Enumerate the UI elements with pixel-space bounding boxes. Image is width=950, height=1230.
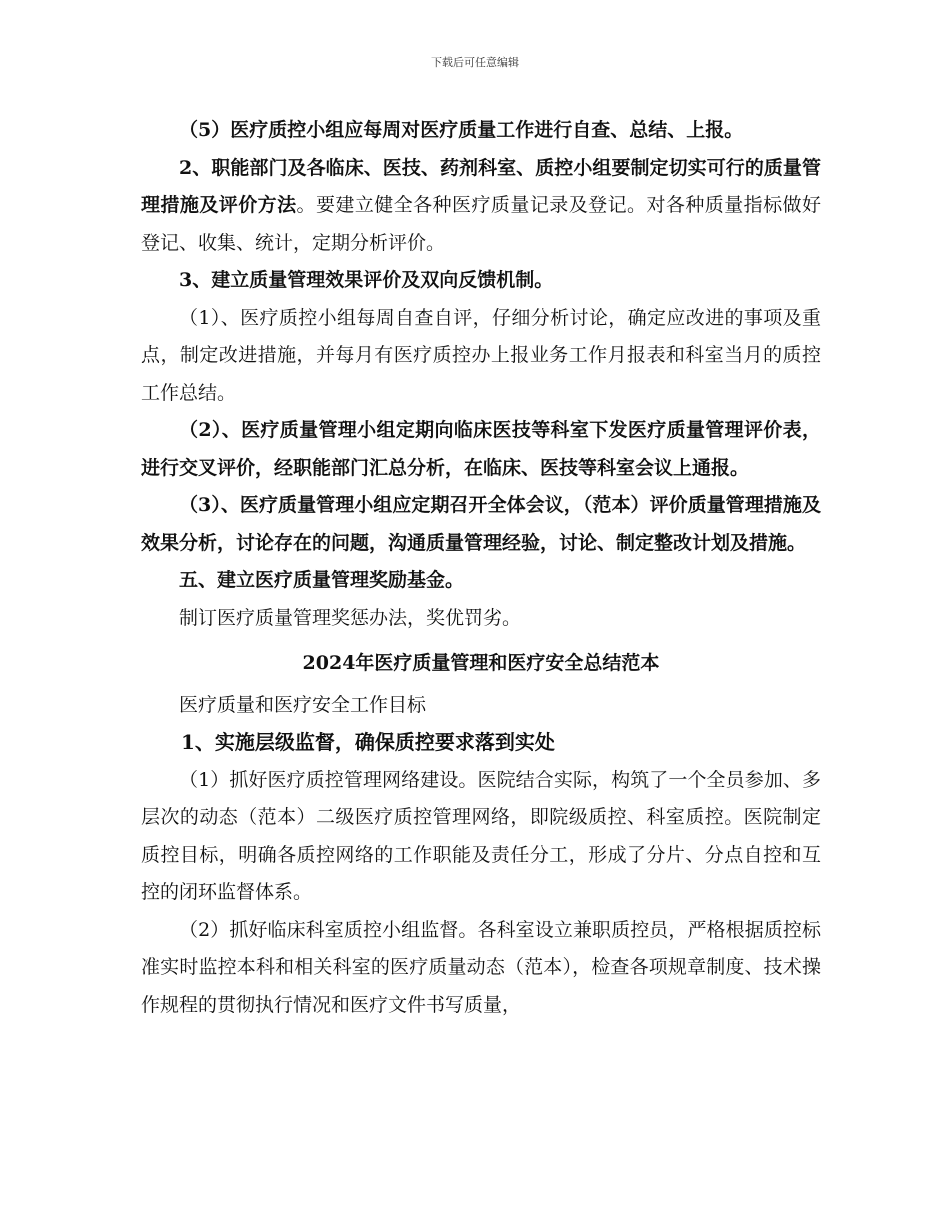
paragraph-6: （3）、医疗质量管理小组应定期召开全体会议，（范本）评价质量管理措施及效果分析，讨论存在的问题，沟通质量管理经验，讨论、制定整改计划及措施。 xyxy=(141,494,821,554)
paragraph-1: （5）医疗质控小组应每周对医疗质量工作进行自查、总结、上报。 xyxy=(179,119,744,141)
paragraph-4: （1）、医疗质控小组每周自查自评，仔细分析讨论，确定应改进的事项及重点，制定改进措施，并每月有医疗质控办上报业务工作月报表和科室当月的质控工作总结。 xyxy=(141,306,821,404)
paragraph-2 xyxy=(141,150,821,263)
paragraph-3: 3、建立质量管理效果评价及双向反馈机制。 xyxy=(179,269,554,291)
paragraph-2-bold: 2、职能部门及各临床、医技、药剂科室、质控小组要制定切实可行的质量管理措施及评价方法 xyxy=(141,156,821,216)
paragraph-9: 医疗质量和医疗安全工作目标 xyxy=(179,693,427,716)
paragraph-2-rest: 。要建立健全各种医疗质量记录及登记。对各种质量指标做好登记、收集、统计，定期分析评价。 xyxy=(141,194,821,254)
paragraph-12: （2）抓好临床科室质控小组监督。各科室设立兼职质控员，严格根据质控标准实时监控本科和相关科室的医疗质量动态（范本），检查各项规章制度、技术操作规程的贯彻执行情况和医疗文件书写质量， xyxy=(141,918,821,1016)
paragraph-8: 制订医疗质量管理奖惩办法，奖优罚劣。 xyxy=(179,606,522,629)
section-title: 2024年医疗质量管理和医疗安全总结范本 xyxy=(302,652,660,674)
paragraph-11: （1）抓好医疗质控管理网络建设。医院结合实际，构筑了一个全员参加、多层次的动态（范本）二级医疗质控管理网络，即院级质控、科室质控。医院制定质控目标，明确各质控网络的工作职能及责任分工，形成了分片、分点自控和互控的闭环监督体系。 xyxy=(141,768,821,903)
paragraph-10: 1、实施层级监督，确保质控要求落到实处 xyxy=(181,730,555,754)
paragraph-5: （2）、医疗质量管理小组定期向临床医技等科室下发医疗质量管理评价表，进行交叉评价，经职能部门汇总分析，在临床、医技等科室会议上通报。 xyxy=(141,419,821,479)
header-note: 下载后可任意编辑 xyxy=(431,56,519,69)
document-body xyxy=(141,112,821,1024)
paragraph-7: 五、建立医疗质量管理奖励基金。 xyxy=(179,569,465,591)
